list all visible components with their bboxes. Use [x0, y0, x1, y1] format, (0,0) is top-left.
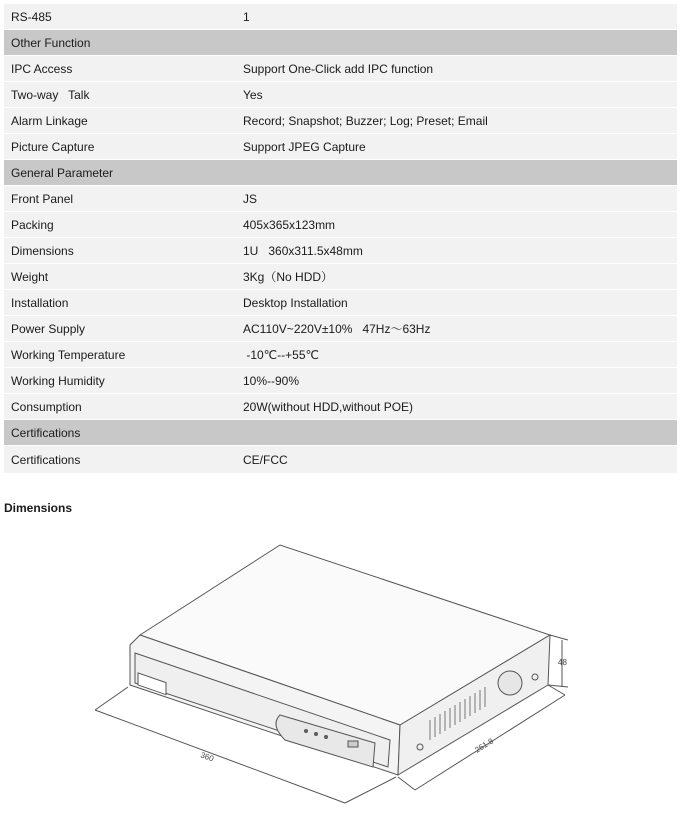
depth-extension-line: [398, 777, 415, 790]
spec-value: 10%--90%: [243, 373, 300, 388]
spec-table: [4, 4, 677, 474]
height-extension-line: [550, 635, 568, 640]
fan-grille: [498, 671, 522, 695]
spec-label: Working Temperature: [11, 347, 126, 362]
spec-label: Packing: [11, 217, 54, 232]
table-row: [4, 264, 677, 290]
spec-label: Certifications: [11, 452, 81, 467]
spec-value: 20W(without HDD,without POE): [243, 399, 414, 414]
spec-label: Alarm Linkage: [11, 113, 88, 128]
table-row: [4, 316, 677, 342]
spec-label: Installation: [11, 295, 69, 310]
table-row: [4, 4, 677, 30]
table-row: [4, 134, 677, 160]
spec-label: IPC Access: [11, 61, 73, 76]
section-header: [4, 30, 677, 56]
spec-label: Picture Capture: [11, 139, 95, 154]
spec-value: Support One-Click add IPC function: [243, 61, 434, 76]
table-row: [4, 342, 677, 368]
table-row: [4, 394, 677, 420]
section-header: [4, 160, 677, 186]
table-row: [4, 446, 677, 474]
spec-label: Two-way Talk: [11, 87, 90, 102]
spec-value: Support JPEG Capture: [243, 139, 366, 154]
spec-label: Weight: [11, 269, 49, 284]
spec-value: 405x365x123mm: [243, 217, 336, 232]
spec-label: RS-485: [11, 9, 52, 24]
spec-value: 1: [243, 9, 250, 24]
depth-label: 261.8: [473, 736, 496, 755]
spec-label: Power Supply: [11, 321, 86, 336]
table-row: [4, 108, 677, 134]
spec-label: Consumption: [11, 399, 82, 414]
spec-value: 3Kg（No HDD）: [243, 270, 334, 284]
nvr-dimension-drawing: [80, 535, 600, 815]
spec-value: -10℃--+55℃: [243, 347, 319, 362]
table-row: [4, 290, 677, 316]
table-row: [4, 212, 677, 238]
width-extension-line: [95, 687, 128, 710]
led-indicator: [315, 733, 318, 736]
spec-value: 1U 360x311.5x48mm: [243, 243, 363, 258]
width-extension-line: [345, 777, 396, 803]
spec-value: AC110V~220V±10% 47Hz～63Hz: [243, 322, 431, 336]
spec-value: CE/FCC: [243, 452, 288, 467]
led-indicator: [325, 736, 328, 739]
led-indicator: [305, 730, 308, 733]
table-row: [4, 368, 677, 394]
spec-label: Front Panel: [11, 191, 74, 206]
height-label: 48: [558, 658, 567, 667]
table-row: [4, 238, 677, 264]
section-header: [4, 420, 677, 446]
section-title: General Parameter: [11, 165, 114, 180]
section-title: Certifications: [11, 425, 81, 440]
dimensions-heading: Dimensions: [4, 501, 73, 515]
usb-port: [348, 741, 358, 747]
spec-label: Dimensions: [11, 243, 74, 258]
spec-value: JS: [243, 191, 258, 206]
spec-value: Desktop Installation: [243, 295, 348, 310]
table-row: [4, 56, 677, 82]
table-row: [4, 186, 677, 212]
table-row: [4, 82, 677, 108]
width-label: 360: [199, 750, 215, 764]
spec-value: Yes: [243, 87, 263, 102]
section-title: Other Function: [11, 35, 91, 50]
spec-value: Record; Snapshot; Buzzer; Log; Preset; Email: [243, 113, 488, 128]
spec-label: Working Humidity: [11, 373, 105, 388]
